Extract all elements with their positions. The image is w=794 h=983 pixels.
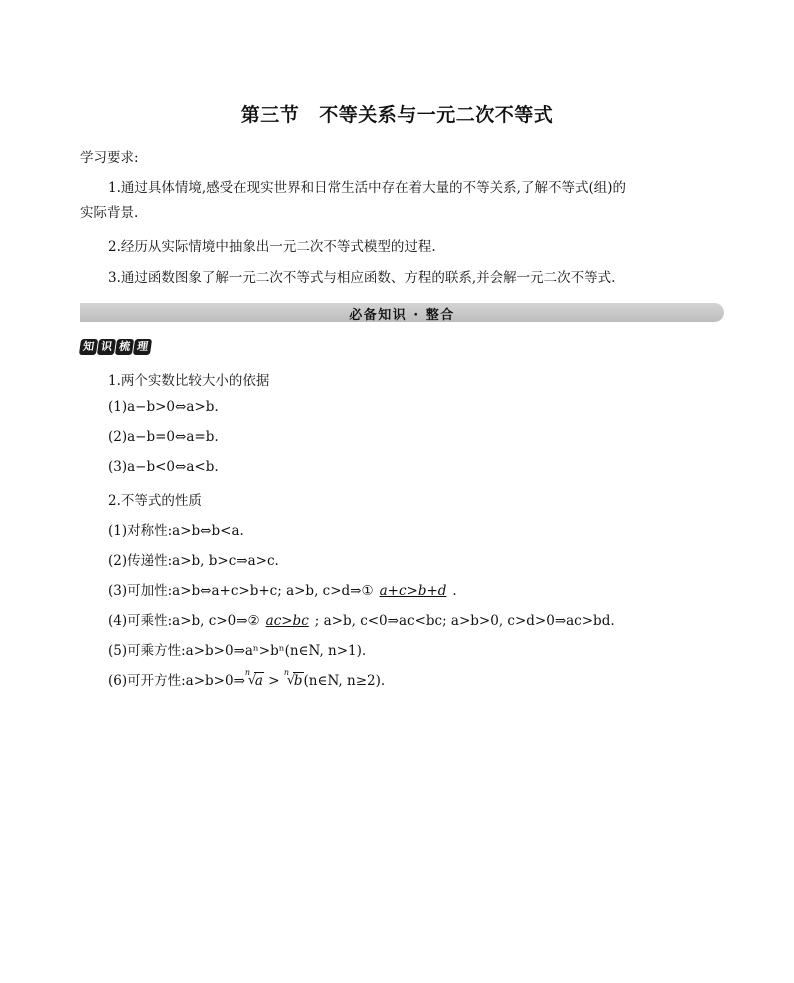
property-2: (2)传递性:a>b, b>c⇒a>c. [108, 553, 279, 569]
root-index: n [244, 668, 251, 677]
section-1-item-1: (1)a−b>0⇔a>b. [108, 399, 219, 415]
badge-char: 梳 [115, 339, 134, 355]
badge-char: 识 [97, 339, 116, 355]
section-band [80, 303, 724, 322]
section-1-item-2: (2)a−b=0⇔a=b. [108, 429, 219, 445]
requirement-1 [80, 176, 720, 226]
property-4-text: (4)可乘性:a>b, c>0⇒② [108, 613, 260, 629]
property-4 [108, 609, 615, 629]
nth-root-a [244, 668, 264, 689]
property-5: (5)可乘方性:a>b>0⇒aⁿ>bⁿ(n∈N, n>1). [108, 643, 367, 659]
section-1-heading: 1.两个实数比较大小的依据 [108, 373, 270, 389]
title-section: 第三节 [240, 104, 300, 126]
property-3 [108, 579, 457, 599]
radical-icon: √ [286, 673, 296, 688]
property-6-text: (6)可开方性:a>b>0⇒ [108, 673, 245, 689]
root-index: n [283, 668, 290, 677]
badge-char: 理 [133, 339, 152, 355]
answer-blank-2: ac>bc [265, 613, 309, 629]
knowledge-badge [80, 339, 152, 355]
badge-char: 知 [79, 339, 98, 355]
requirement-3-text: 3.通过函数图象了解一元二次不等式与相应函数、方程的联系,并会解一元二次不等式. [108, 270, 616, 286]
nth-root-b [283, 668, 304, 689]
radicand-a: a [254, 673, 263, 689]
requirements-heading: 学习要求: [80, 150, 139, 166]
section-band-label: 必备知识 · 整合 [349, 308, 455, 323]
requirement-3 [80, 266, 720, 291]
property-3-text: (3)可加性:a>b⇔a+c>b+c; a>b, c>d⇒① [108, 583, 374, 599]
radicand-b: b [293, 673, 303, 689]
property-3-end: . [452, 583, 457, 599]
greater-than: > [263, 673, 284, 689]
requirement-1-line-1: 1.通过具体情境,感受在现实世界和日常生活中存在着大量的不等关系,了解不等式(组)的 [108, 180, 626, 196]
page-title [0, 100, 794, 127]
property-6-end: (n∈N, n≥2). [303, 673, 386, 689]
requirement-2 [80, 235, 720, 260]
requirement-1-line-2: 实际背景. [80, 205, 139, 221]
property-4-end: ; a>b, c<0⇒ac<bc; a>b>0, c>d>0⇒ac>bd. [314, 613, 615, 629]
section-2-heading: 2.不等式的性质 [108, 493, 202, 509]
title-name: 不等关系与一元二次不等式 [319, 104, 554, 126]
section-1-item-3: (3)a−b<0⇔a<b. [108, 459, 219, 475]
answer-blank-1: a+c>b+d [379, 583, 447, 599]
property-6 [108, 669, 385, 689]
radical-icon: √ [247, 673, 257, 688]
requirement-2-text: 2.经历从实际情境中抽象出一元二次不等式模型的过程. [108, 239, 436, 255]
property-1: (1)对称性:a>b⇔b<a. [108, 523, 244, 539]
